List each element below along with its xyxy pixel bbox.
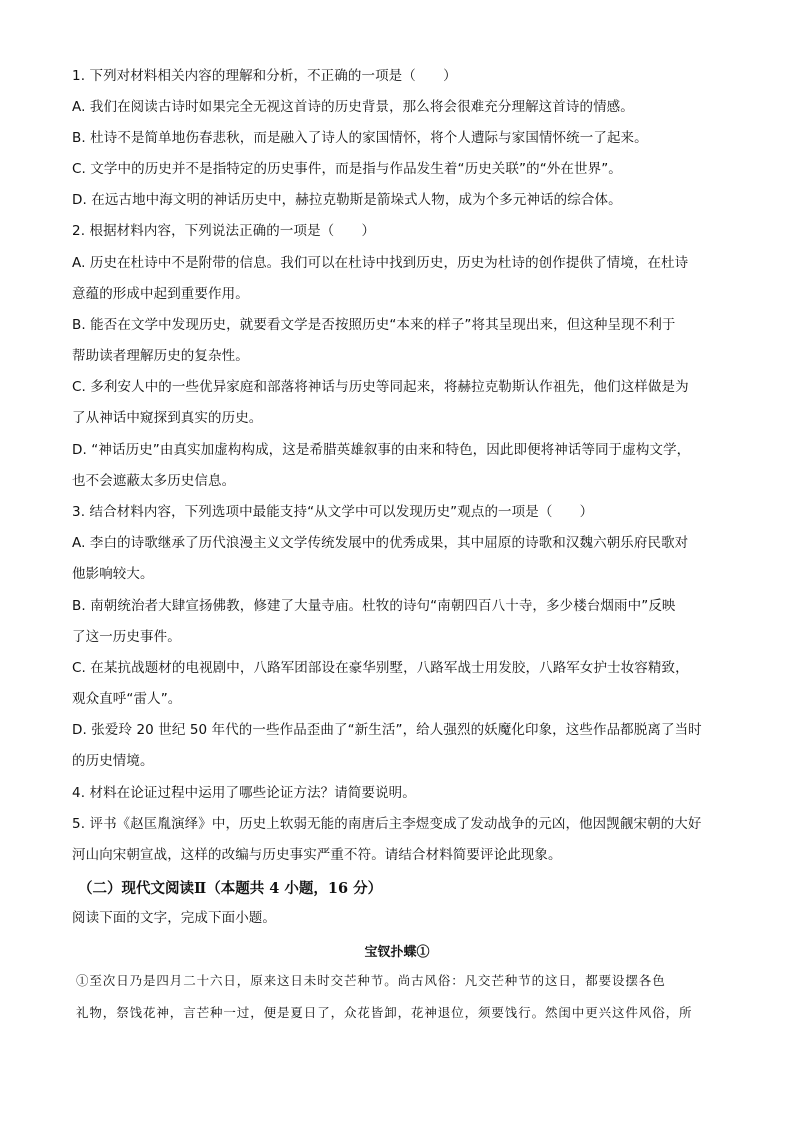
story-line-1: ①至次日乃是四月二十六日，原来这日未时交芒种节。尚古风俗：凡交芒种节的这日，都要设摆各色 xyxy=(76,973,666,988)
reading-instruction: 阅读下面的文字，完成下面小题。 xyxy=(72,910,276,926)
question-3-stem: 3. 结合材料内容，下列选项中最能支持“从文学中可以发现历史”观点的一项是（ ） xyxy=(72,504,594,520)
question-2-option-d-line1: D. “神话历史”由真实加虚构构成，这是希腊英雄叙事的由来和特色，因此即便将神话等同于虚构文学， xyxy=(72,442,691,458)
question-2-option-c-line1: C. 多利安人中的一些优异家庭和部落将神话与历史等同起来，将赫拉克勒斯认作祖先，他们这样做是为 xyxy=(72,379,689,395)
question-3-option-a-line2: 他影响较大。 xyxy=(72,566,154,582)
question-1-option-d: D. 在远古地中海文明的神话历史中，赫拉克勒斯是箭垛式人物，成为个多元神话的综合体。 xyxy=(72,192,622,208)
question-1-option-a: A. 我们在阅读古诗时如果完全无视这首诗的历史背景，那么将会很难充分理解这首诗的情感。 xyxy=(72,99,634,115)
question-3-option-a-line1: A. 李白的诗歌继承了历代浪漫主义文学传统发展中的优秀成果，其中屈原的诗歌和汉魏六朝乐府民歌对 xyxy=(72,535,689,551)
story-line-2: 礼物，祭饯花神，言芒种一过，便是夏日了，众花皆卸，花神退位，须要饯行。然闺中更兴这件风俗，所 xyxy=(76,1005,693,1020)
section-title: （二）现代文阅读Ⅱ（本题共 4 小题，16 分） xyxy=(78,880,383,897)
question-3-option-c-line1: C. 在某抗战题材的电视剧中，八路军团部设在豪华别墅，八路军战士用发胶，八路军女护士妆容精致， xyxy=(72,660,689,676)
question-2-option-d-line2: 也不会遮蔽太多历史信息。 xyxy=(72,473,236,489)
question-2-option-c-line2: 了从神话中窥探到真实的历史。 xyxy=(72,410,263,426)
question-2-option-a-line1: A. 历史在杜诗中不是附带的信息。我们可以在杜诗中找到历史，历史为杜诗的创作提供了情境，在杜诗 xyxy=(72,255,689,271)
question-3-option-d-line1: D. 张爱玲 20 世纪 50 年代的一些作品歪曲了“新生活”，给人强烈的妖魔化印象，这些作品都脱离了当时 xyxy=(72,722,702,738)
question-2-option-b-line1: B. 能否在文学中发现历史，就要看文学是否按照历史“本来的样子”将其呈现出来，但这种呈现不利于 xyxy=(72,317,676,333)
question-2-stem: 2. 根据材料内容，下列说法正确的一项是（ ） xyxy=(72,223,376,239)
question-2-option-a-line2: 意蕴的形成中起到重要作用。 xyxy=(72,286,249,302)
question-3-option-c-line2: 观众直呼“雷人”。 xyxy=(72,691,182,707)
question-2-option-b-line2: 帮助读者理解历史的复杂性。 xyxy=(72,348,249,364)
story-title: 宝钗扑蝶① xyxy=(364,945,430,960)
question-3-option-b-line2: 了这一历史事件。 xyxy=(72,629,181,645)
question-1-option-b: B. 杜诗不是简单地伤春悲秋，而是融入了诗人的家国情怀，将个人遭际与家国情怀统一了起来。 xyxy=(72,130,648,146)
question-5-stem: 5. 评书《赵匡胤演绎》中，历史上软弱无能的南唐后主李煜变成了发动战争的元凶，他因觊觎宋朝的大好 xyxy=(72,816,702,832)
question-1-option-c: C. 文学中的历史并不是指特定的历史事件，而是指与作品发生着“历史关联”的“外在世界”。 xyxy=(72,161,622,177)
question-3-option-d-line2: 的历史情境。 xyxy=(72,753,154,769)
question-1-stem: 1. 下列对材料相关内容的理解和分析，不正确的一项是（ ） xyxy=(72,68,457,84)
question-3-option-b-line1: B. 南朝统治者大肆宣扬佛教，修建了大量寺庙。杜牧的诗句“南朝四百八十寺，多少楼台烟雨中”反映 xyxy=(72,598,676,614)
question-4-stem: 4. 材料在论证过程中运用了哪些论证方法？请简要说明。 xyxy=(72,785,416,801)
question-5-stem-line2: 河山向宋朝宣战，这样的改编与历史事实严重不符。请结合材料简要评论此现象。 xyxy=(72,847,562,863)
